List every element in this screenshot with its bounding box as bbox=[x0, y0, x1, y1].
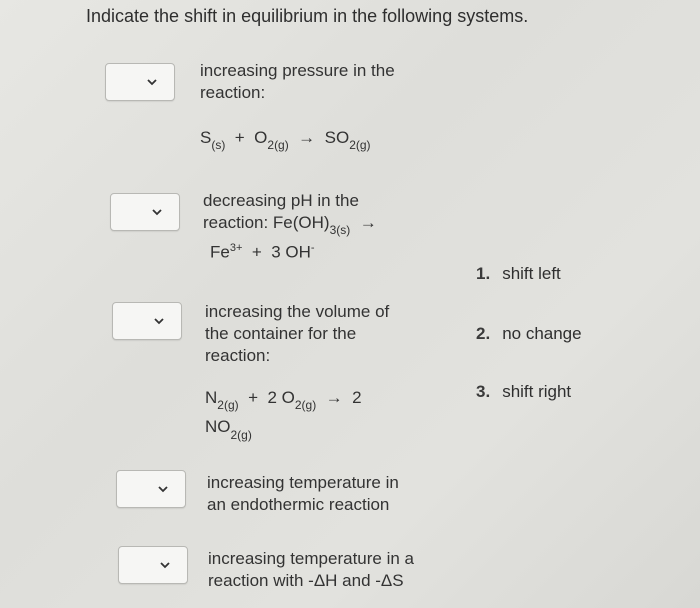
option-item: 3. shift right bbox=[476, 382, 572, 401]
chevron-down-icon bbox=[153, 315, 165, 327]
page-title: Indicate the shift in equilibrium in the following systems. bbox=[86, 6, 529, 26]
answer-select-4[interactable] bbox=[116, 470, 186, 508]
chevron-down-icon bbox=[157, 483, 169, 495]
chevron-down-icon bbox=[151, 206, 163, 218]
answer-select-5[interactable] bbox=[118, 546, 188, 584]
question-4-text: increasing temperature in an endothermic reaction bbox=[207, 473, 399, 514]
question-2-equation: $Fe^{3+} + 3$ OH- bbox=[210, 242, 315, 262]
option-item: 1. shift left bbox=[476, 264, 561, 283]
question-3-text: increasing the volume of the container for the reaction: bbox=[205, 302, 390, 365]
chevron-down-icon bbox=[146, 76, 158, 88]
question-5-text: increasing temperature in a reaction with -ΔH and -ΔS bbox=[208, 549, 415, 590]
answer-select-2[interactable] bbox=[110, 193, 180, 231]
option-item: 2. no change bbox=[476, 324, 582, 343]
question-2-text: decreasing pH in the reaction: $Fe(OH)_{3(s)}$ → bbox=[203, 191, 377, 238]
question-3-equation: $N_{2(g)} + 2$ $O_{2(g)} \to 2$ $NO_{2(g)}$ bbox=[205, 388, 362, 442]
question-1-equation: $S_{(s)} + O_{2(g)} \to SO_{2(g)}$ bbox=[200, 128, 371, 153]
answer-select-3[interactable] bbox=[112, 302, 182, 340]
chevron-down-icon bbox=[159, 559, 171, 571]
question-1-text: increasing pressure in the reaction: bbox=[200, 61, 395, 102]
answer-select-1[interactable] bbox=[105, 63, 175, 101]
